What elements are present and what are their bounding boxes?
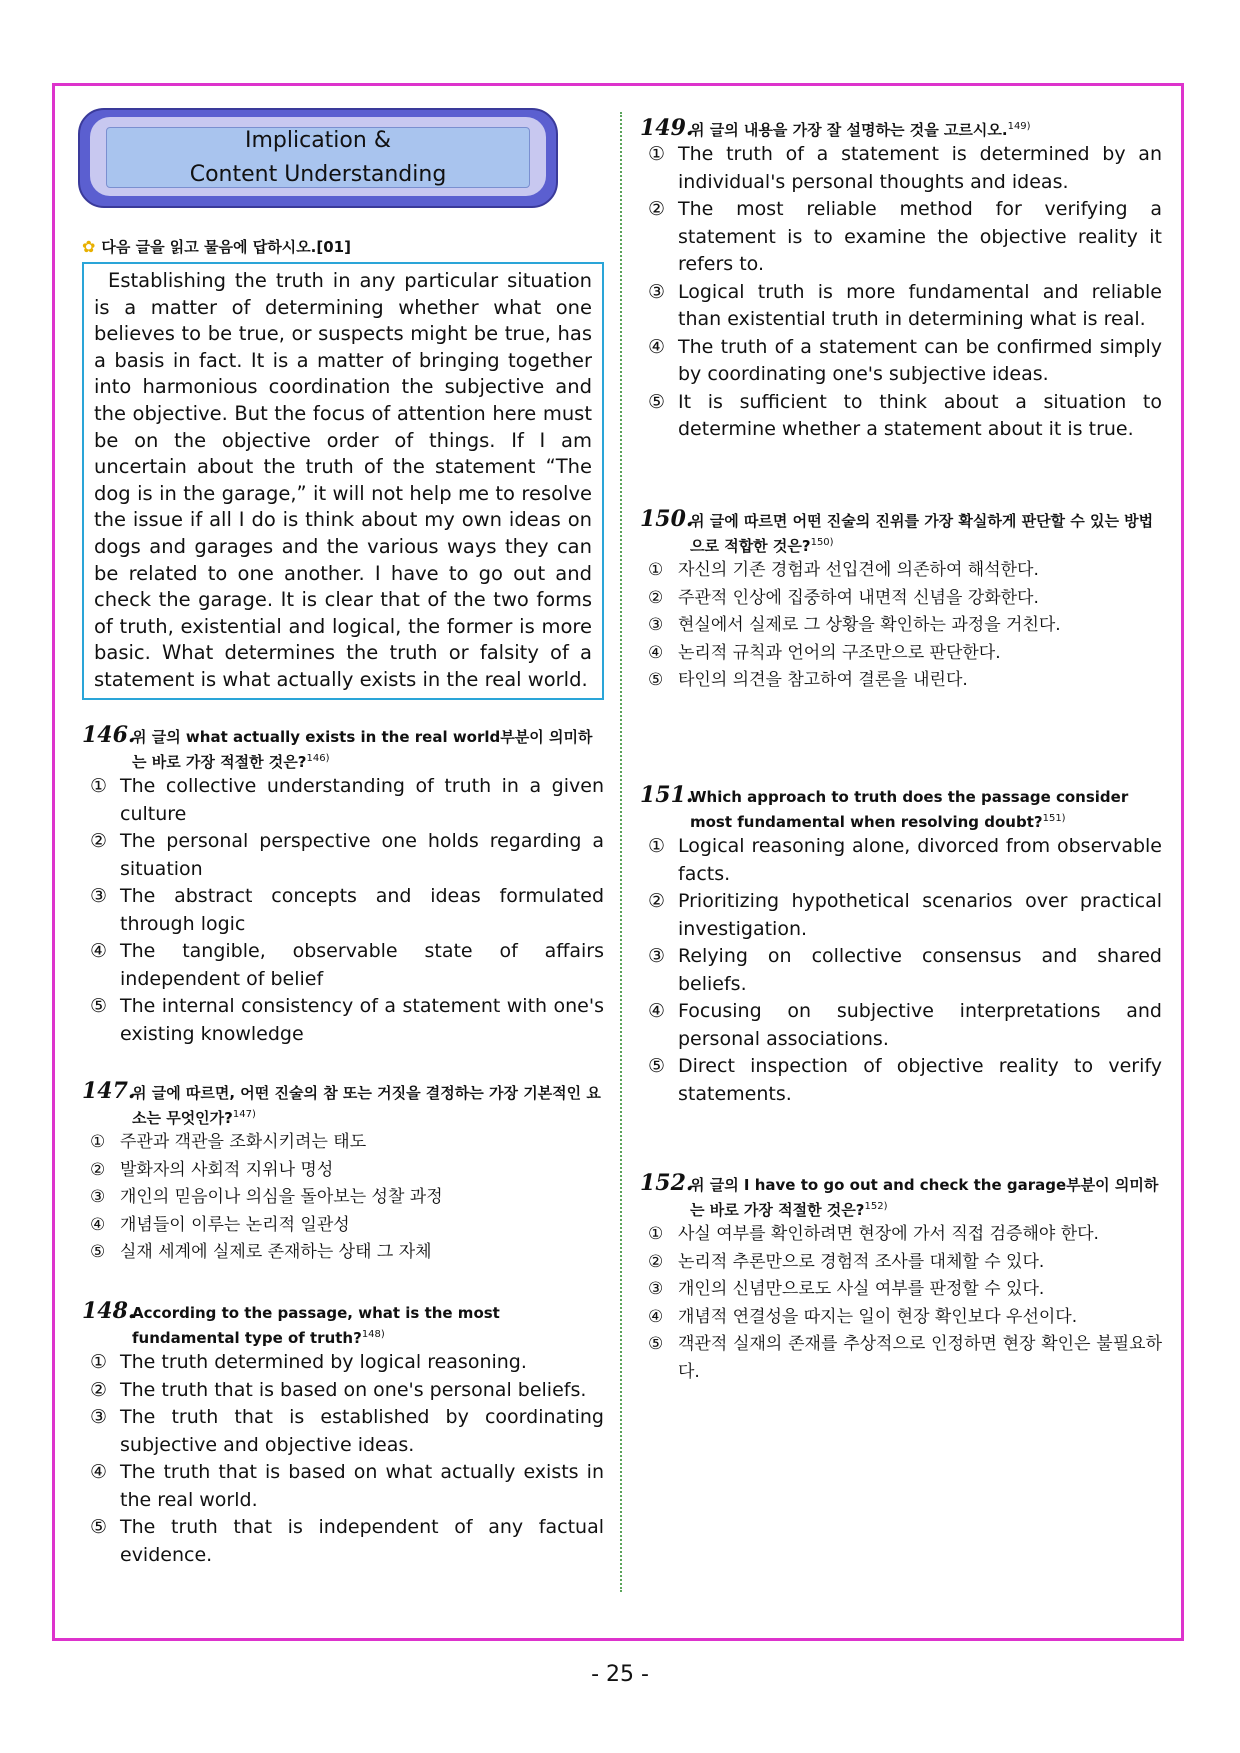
question-number: 150. [640, 506, 694, 532]
option-4[interactable]: ④ 논리적 규칙과 언어의 구조만으로 판단한다. [648, 642, 1001, 663]
option-5[interactable]: ⑤ Direct inspection of objective reality to verify statements. [648, 1055, 1162, 1105]
option-4[interactable]: ④ 개념들이 이루는 논리적 일관성 [90, 1214, 350, 1235]
option-4[interactable]: ④ The truth that is based on what actually exists in the real world. [90, 1461, 604, 1511]
footnote-ref: 146) [306, 753, 330, 764]
question-148 [82, 1300, 604, 1569]
option-3[interactable]: ③ 개인의 신념만으로도 사실 여부를 판정할 수 있다. [648, 1279, 1045, 1299]
page-number: - 25 - [591, 1662, 649, 1687]
option-4[interactable]: ④ 개념적 연결성을 따지는 일이 현장 확인보다 우선이다. [648, 1306, 1078, 1327]
question-152 [640, 1172, 1162, 1386]
option-5[interactable]: ⑤ 실재 세계에 실제로 존재하는 상태 그 자체 [90, 1242, 432, 1262]
option-2[interactable]: ② 주관적 인상에 집중하여 내면적 신념을 강화한다. [648, 587, 1039, 608]
section-title-box [78, 108, 558, 208]
question-number: 149. [640, 115, 694, 141]
option-2[interactable]: ② The truth that is based on one's personal beliefs. [90, 1378, 587, 1401]
option-2[interactable]: ② The most reliable method for verifying a statement is to examine the objective reality it refers to. [648, 198, 1162, 275]
option-1[interactable]: ① The truth of a statement is determined by an individual's personal thoughts and ideas. [648, 143, 1162, 193]
option-3[interactable]: ③ 현실에서 실제로 그 상황을 확인하는 과정을 거친다. [648, 615, 1061, 635]
question-text: Which approach to truth does the passage consider most fundamental when resolving doubt? [690, 788, 1129, 831]
option-4[interactable]: ④ The truth of a statement can be confirmed simply by coordinating one's subjective ideas. [648, 335, 1162, 385]
option-5[interactable]: ⑤ The internal consistency of a statement with one's existing knowledge [90, 995, 604, 1045]
option-5[interactable]: ⑤ The truth that is independent of any factual evidence. [90, 1516, 604, 1566]
footnote-ref: 147) [232, 1109, 256, 1120]
option-5[interactable]: ⑤ 객관적 실재의 존재를 추상적으로 인정하면 현장 확인은 불필요하다. [648, 1334, 1162, 1382]
option-1[interactable]: ① The collective understanding of truth in a given culture [90, 775, 604, 825]
question-150 [640, 508, 1162, 695]
footnote-ref: 148) [361, 1329, 385, 1340]
question-number: 148. [82, 1298, 136, 1324]
option-1[interactable]: ① 자신의 기존 경험과 선입견에 의존하여 해석한다. [648, 560, 1039, 580]
option-3[interactable]: ③ The abstract concepts and ideas formulated through logic [90, 885, 604, 935]
footnote-ref: 151) [1042, 813, 1066, 824]
question-text: 위 글의 내용을 가장 잘 설명하는 것을 고르시오. [690, 121, 1008, 139]
option-5[interactable]: ⑤ It is sufficient to think about a situation to determine whether a statement about it is true. [648, 390, 1162, 440]
option-2[interactable]: ② The personal perspective one holds regarding a situation [90, 830, 604, 880]
option-3[interactable]: ③ Relying on collective consensus and shared beliefs. [648, 945, 1162, 995]
question-number: 146. [82, 722, 136, 748]
question-text: 위 글의 I have to go out and check the garage부분이 의미하는 바로 가장 적절한 것은? [690, 1176, 1159, 1219]
question-151 [640, 784, 1162, 1108]
question-text: 위 글에 따르면, 어떤 진술의 참 또는 거짓을 결정하는 가장 기본적인 요소는 무엇인가? [132, 1084, 601, 1127]
option-4[interactable]: ④ Focusing on subjective interpretations and personal associations. [648, 1000, 1162, 1050]
question-147 [82, 1080, 604, 1267]
option-1[interactable]: ① Logical reasoning alone, divorced from observable facts. [648, 835, 1162, 885]
column-divider [620, 112, 622, 1592]
option-4[interactable]: ④ The tangible, observable state of affairs independent of belief [90, 940, 604, 990]
flower-icon: ✿ [82, 237, 96, 256]
option-3[interactable]: ③ The truth that is established by coordinating subjective and objective ideas. [90, 1406, 604, 1456]
question-text: According to the passage, what is the most fundamental type of truth? [132, 1304, 500, 1347]
option-2[interactable]: ② 논리적 추론만으로 경험적 조사를 대체할 수 있다. [648, 1251, 1045, 1272]
option-5[interactable]: ⑤ 타인의 의견을 참고하여 결론을 내린다. [648, 670, 968, 690]
section-title-line2: Content Understanding [189, 161, 447, 187]
footnote-ref: 152) [864, 1201, 888, 1212]
instruction [82, 236, 351, 257]
question-number: 147. [82, 1078, 136, 1104]
option-2[interactable]: ② Prioritizing hypothetical scenarios over practical investigation. [648, 890, 1162, 940]
question-146 [82, 724, 604, 1048]
option-1[interactable]: ① 주관과 객관을 조화시키려는 태도 [90, 1132, 367, 1152]
question-number: 152. [640, 1170, 694, 1196]
option-3[interactable]: ③ 개인의 믿음이나 의심을 돌아보는 성찰 과정 [90, 1187, 443, 1207]
question-text: 위 글의 what actually exists in the real world부분이 의미하는 바로 가장 적절한 것은? [132, 728, 593, 771]
reading-passage: Establishing the truth in any particular situation is a matter of determining whether what one believes to be true, or suspects might be true, has a basis in fact. It is a matter of bringing together into harmonious coordination the subjective and the objective. But the focus of attention here must be on the objective order of things. If I am uncertain about the truth of the statement “The dog is in the garage,” it will not help me to resolve the issue if all I do is think about my own ideas on dogs and garages and the various ways they can be related to one another. I have to go out and check the garage. It is clear that of the two forms of truth, existential and logical, the former is more basic. What determines the truth or falsity of a statement is what actually exists in the real world. [82, 262, 604, 700]
question-text: 위 글에 따르면 어떤 진술의 진위를 가장 확실하게 판단할 수 있는 방법으로 적합한 것은? [690, 512, 1154, 555]
question-number: 151. [640, 782, 694, 808]
question-149 [640, 116, 1162, 444]
instruction-text: 다음 글을 읽고 물음에 답하시오.[01] [101, 238, 351, 256]
footnote-ref: 149) [1007, 121, 1031, 132]
section-title-line1: Implication & [245, 127, 391, 153]
option-1[interactable]: ① 사실 여부를 확인하려면 현장에 가서 직접 검증해야 한다. [648, 1224, 1099, 1244]
footnote-ref: 150) [810, 537, 834, 548]
option-3[interactable]: ③ Logical truth is more fundamental and reliable than existential truth in determining what is real. [648, 280, 1162, 330]
option-2[interactable]: ② 발화자의 사회적 지위나 명성 [90, 1159, 334, 1180]
option-1[interactable]: ① The truth determined by logical reasoning. [90, 1351, 527, 1373]
